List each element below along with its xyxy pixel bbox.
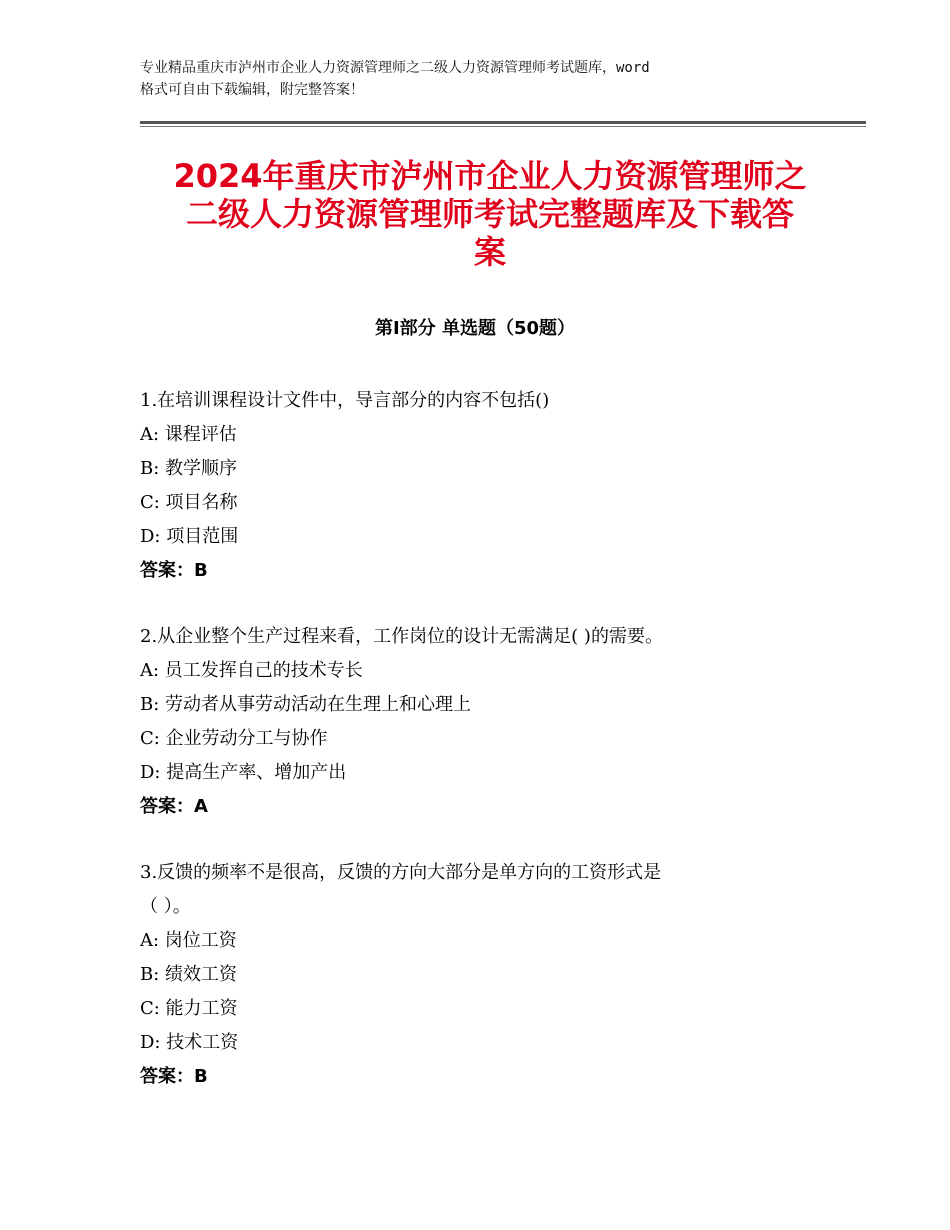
title-line-1: 2024年重庆市泸州市企业人力资源管理师之 bbox=[173, 157, 807, 195]
option-d: D: 提高生产率、增加产出 bbox=[140, 762, 347, 783]
answer: 答案：B bbox=[140, 560, 208, 581]
question-stem-continued: （ ）。 bbox=[140, 896, 191, 917]
header-divider-thin bbox=[140, 126, 866, 127]
option-d: D: 技术工资 bbox=[140, 1032, 239, 1053]
header-note bbox=[140, 57, 840, 101]
section-title: 第Ⅰ部分 单选题（50题） bbox=[374, 318, 575, 339]
title-line-2: 二级人力资源管理师考试完整题库及下载答 bbox=[185, 195, 794, 233]
option-b: B: 劳动者从事劳动活动在生理上和心理上 bbox=[140, 694, 472, 715]
answer: 答案：A bbox=[140, 796, 208, 817]
option-c: C: 项目名称 bbox=[140, 492, 238, 513]
question-list bbox=[140, 384, 840, 1126]
option-a: A: 岗位工资 bbox=[140, 930, 237, 951]
option-c: C: 能力工资 bbox=[140, 998, 238, 1019]
question-stem: 3.反馈的频率不是很高，反馈的方向大部分是单方向的工资形式是 bbox=[140, 862, 662, 883]
header-note-line-1: 专业精品重庆市泸州市企业人力资源管理师之二级人力资源管理师考试题库，word bbox=[140, 60, 650, 76]
option-d: D: 项目范围 bbox=[140, 526, 239, 547]
option-b: B: 教学顺序 bbox=[140, 458, 238, 479]
question-stem: 2.从企业整个生产过程来看，工作岗位的设计无需满足( )的需要。 bbox=[140, 626, 663, 647]
option-b: B: 绩效工资 bbox=[140, 964, 238, 985]
question-stem: 1.在培训课程设计文件中，导言部分的内容不包括() bbox=[140, 390, 550, 411]
answer: 答案：B bbox=[140, 1066, 208, 1087]
header-divider-thick bbox=[140, 121, 866, 124]
option-c: C: 企业劳动分工与协作 bbox=[140, 728, 328, 749]
header-note-line-2: 格式可自由下载编辑，附完整答案！ bbox=[140, 82, 364, 98]
option-a: A: 课程评估 bbox=[140, 424, 237, 445]
document-title bbox=[110, 157, 870, 271]
title-line-3: 案 bbox=[473, 233, 506, 271]
question-1 bbox=[140, 384, 840, 588]
question-3 bbox=[140, 856, 840, 1094]
question-2 bbox=[140, 620, 840, 824]
option-a: A: 员工发挥自己的技术专长 bbox=[140, 660, 363, 681]
